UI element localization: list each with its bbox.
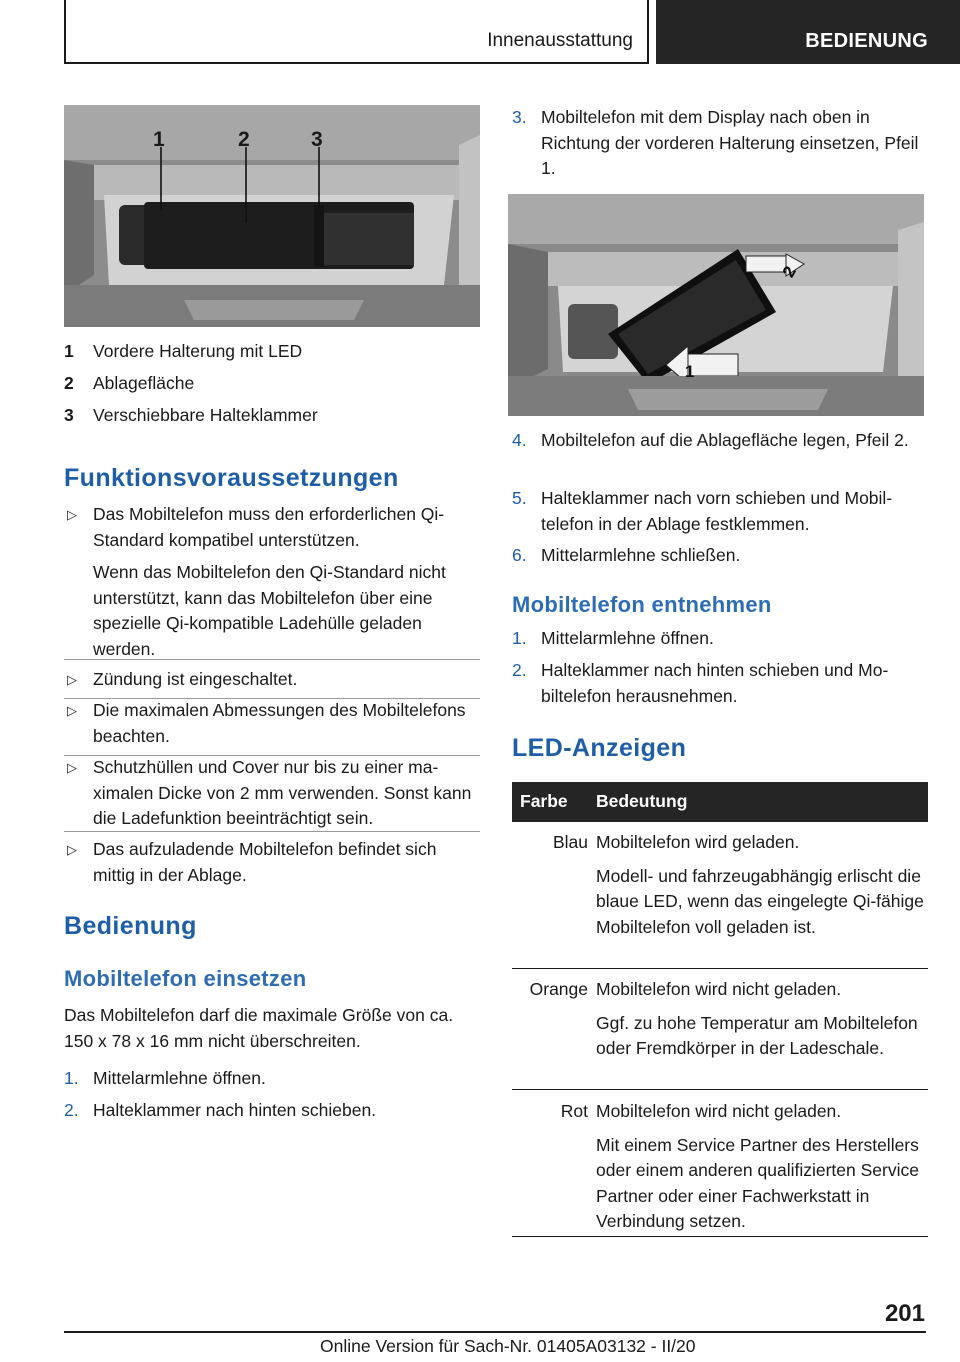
column-header-meaning: Bedeutung xyxy=(596,791,688,811)
led-color: Rot xyxy=(560,1101,588,1121)
page-number: 201 xyxy=(884,1300,925,1327)
requirement-item xyxy=(64,667,480,693)
step-text: Halteklammer nach vorn schieben und Mobiltelefon in der Ablage festklemmen. xyxy=(541,488,893,534)
bullet-divider xyxy=(64,831,480,832)
instruction-step xyxy=(512,105,928,182)
legend-number: 3 xyxy=(64,405,74,425)
insert-heading: Mobiltelefon einsetzen xyxy=(64,966,307,991)
step-number: 2. xyxy=(512,660,527,680)
table-row-divider xyxy=(512,1236,928,1237)
triangle-bullet-icon: ▷ xyxy=(67,672,77,687)
requirements-heading: Funktionsvoraussetzungen xyxy=(64,464,399,492)
legend-number: 1 xyxy=(64,341,74,361)
remove-heading: Mobiltelefon entnehmen xyxy=(512,592,772,617)
requirement-text: Das Mobiltelefon muss den erforderlichen Qi-Standard kompatibel unterstützen. xyxy=(93,504,445,550)
step-number: 3. xyxy=(512,107,527,127)
instruction-step xyxy=(64,1066,480,1092)
step-number: 5. xyxy=(512,488,527,508)
instruction-step xyxy=(512,486,928,537)
requirement-item xyxy=(64,502,480,662)
footer-version-note: Online Version für Sach-Nr. 01405A03132 - II/20 xyxy=(320,1336,696,1356)
instruction-step xyxy=(512,658,928,709)
figure2-callout-1: 1 xyxy=(685,362,695,381)
figure1-callout-3: 3 xyxy=(311,128,323,151)
header-section-title: Innenausstattung xyxy=(487,30,633,51)
led-table-header xyxy=(512,782,928,822)
table-row-divider xyxy=(512,1089,928,1090)
step-text: Mittelarmlehne schließen. xyxy=(541,545,741,565)
figure1-callout-1: 1 xyxy=(153,128,165,151)
requirement-text: Die maximalen Abmessungen des Mobiltelefons beachten. xyxy=(93,700,466,746)
step-text: Mobiltelefon mit dem Display nach oben in Richtung der vorderen Halterung einsetzen, Pfeil 1. xyxy=(541,107,919,178)
column-header-color: Farbe xyxy=(520,791,568,811)
step-text: Mittelarmlehne öffnen. xyxy=(541,628,714,648)
legend-number: 2 xyxy=(64,373,74,393)
requirement-subtext: Wenn das Mobiltelefon den Qi-Standard nicht unterstützt, kann das Mobiltelefon über eine spezielle Qi-kompatible Ladehülle geladen werden. xyxy=(93,562,446,659)
led-meaning-detail: Modell- und fahrzeugabhängig erlischt die blaue LED, wenn das eingelegte Qi-fähige Mobiltelefon voll geladen ist. xyxy=(596,865,924,937)
led-heading: LED-Anzeigen xyxy=(512,734,687,762)
triangle-bullet-icon: ▷ xyxy=(67,703,77,718)
requirement-item xyxy=(64,755,480,832)
figure2-callout-2: 2 xyxy=(778,262,800,281)
requirement-text: Das aufzuladende Mobiltelefon befindet sich mittig in der Ablage. xyxy=(93,839,437,885)
legend-text: Vordere Halterung mit LED xyxy=(93,341,303,361)
requirement-item xyxy=(64,837,480,888)
step-number: 6. xyxy=(512,545,527,565)
operation-heading: Bedienung xyxy=(64,912,197,940)
led-meaning: Mobiltelefon wird nicht geladen. xyxy=(596,1101,842,1121)
requirement-text: Zündung ist eingeschaltet. xyxy=(93,669,298,689)
wireless-charging-tray-photo xyxy=(64,105,480,327)
triangle-bullet-icon: ▷ xyxy=(67,760,77,775)
led-meaning-detail: Ggf. zu hohe Temperatur am Mobiltelefon oder Fremdkörper in der Ladeschale. xyxy=(596,1012,918,1058)
step-number: 4. xyxy=(512,430,527,450)
requirement-item xyxy=(64,698,480,749)
step-text: Halteklammer nach hinten schieben und Mobiltelefon herausnehmen. xyxy=(541,660,889,706)
instruction-step xyxy=(512,543,928,569)
step-text: Mittelarmlehne öffnen. xyxy=(93,1068,266,1088)
requirement-text: Schutzhüllen und Cover nur bis zu einer maximalen Dicke von 2 mm verwenden. Sonst kann die Ladefunktion beeinträchtigt sein. xyxy=(93,757,472,828)
header-chapter-title: BEDIENUNG xyxy=(805,30,928,52)
led-meaning: Mobiltelefon wird geladen. xyxy=(596,832,800,852)
header-section-box xyxy=(64,0,649,64)
step-number: 2. xyxy=(64,1100,79,1120)
triangle-bullet-icon: ▷ xyxy=(67,507,77,522)
led-meaning: Mobiltelefon wird nicht geladen. xyxy=(596,979,842,999)
header-chapter-box xyxy=(656,0,960,64)
triangle-bullet-icon: ▷ xyxy=(67,842,77,857)
step-text: Mobiltelefon auf die Ablagefläche legen, Pfeil 2. xyxy=(541,430,909,450)
insert-intro: Das Mobiltelefon darf die maximale Größe von ca. 150 x 78 x 16 mm nicht überschreiten. xyxy=(64,1005,454,1051)
led-meaning-detail: Mit einem Service Partner des Herstellers oder einem anderen qualifizierten Service Partner oder einer Fachwerkstatt in Verbindung setzen. xyxy=(596,1134,919,1231)
instruction-step xyxy=(64,1098,480,1124)
figure1-callout-2: 2 xyxy=(238,128,250,151)
legend-text: Verschiebbare Halteklammer xyxy=(93,405,318,425)
instruction-step xyxy=(512,626,928,652)
step-text: Halteklammer nach hinten schieben. xyxy=(93,1100,377,1120)
legend-text: Ablagefläche xyxy=(93,373,195,393)
step-number: 1. xyxy=(512,628,527,648)
instruction-step xyxy=(512,428,928,454)
phone-insertion-photo xyxy=(508,194,924,416)
step-number: 1. xyxy=(64,1068,79,1088)
table-row-divider xyxy=(512,968,928,969)
led-color: Blau xyxy=(552,832,588,852)
footer-rule xyxy=(64,1331,926,1333)
led-color: Orange xyxy=(529,979,588,999)
bullet-divider xyxy=(64,659,480,660)
